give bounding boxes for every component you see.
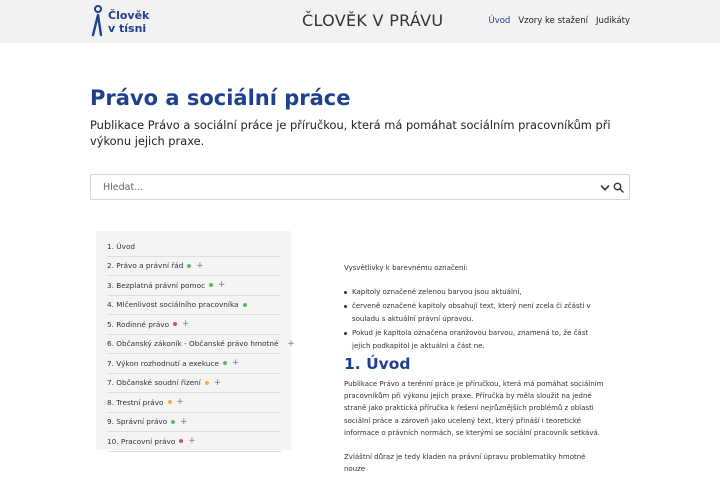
toc-item[interactable] (107, 237, 281, 257)
color-legend (344, 264, 606, 351)
status-dot-icon (209, 283, 213, 287)
legend-item: Kapitoly označené zelenou barvou jsou aktuální, (344, 286, 606, 300)
expand-plus-icon[interactable]: + (176, 397, 184, 408)
toc-item[interactable] (107, 296, 281, 316)
expand-plus-icon[interactable]: + (182, 319, 190, 330)
logo-line1: Člověk (108, 9, 150, 22)
toc-item[interactable] (107, 354, 281, 374)
toc-item-label: 8. Trestní právo (107, 397, 164, 407)
toc-item[interactable] (107, 257, 281, 277)
toc-item-label: 4. Mlčenlivost sociálního pracovníka (107, 300, 239, 310)
section-paragraph: Zvláštní důraz je tedy kladen na právní úpravu problematiky hmotné nouze (344, 453, 586, 474)
status-dot-icon (171, 420, 175, 424)
toc-item[interactable] (107, 276, 281, 296)
toc-item[interactable] (107, 432, 281, 452)
toc-item[interactable] (107, 335, 295, 355)
toc-item-label: 9. Správní právo (107, 417, 168, 427)
site-header (0, 0, 720, 43)
expand-plus-icon[interactable]: + (218, 280, 226, 291)
status-dot-icon (187, 264, 191, 268)
section-paragraph: Publikace Právo a terénní práce je příručkou, která má pomáhat sociálním pracovníkům při výkonu jejich praxe. Příručka by měla sloužit na jedné straně jako praktická příručka k řešení nejrůznějších problémů z oblasti sociální práce a zároveň jako ucelený text, který přináší i teoretické informace o právních normách, se kterými se sociální pracovník setkává. (344, 380, 604, 437)
site-title: ČLOVĚK V PRÁVU (302, 11, 444, 30)
toc-item[interactable] (107, 413, 281, 433)
status-dot-icon (205, 381, 209, 385)
search-icon[interactable] (613, 182, 624, 193)
expand-plus-icon[interactable]: + (231, 358, 240, 369)
legend-item: červeně označené kapitoly obsahují text, který není zcela či zčásti v souladu s aktuální právní úpravou. (344, 300, 606, 327)
status-dot-icon (243, 303, 247, 307)
toc-item[interactable] (107, 393, 281, 413)
toc-item-label: 2. Právo a právní řád (107, 261, 184, 271)
nav-vzory-ke-stazeni[interactable]: Vzory ke stažení (518, 16, 588, 26)
nav-uvod[interactable]: Úvod (488, 16, 511, 26)
logo[interactable] (90, 5, 160, 37)
toc-item[interactable] (107, 315, 281, 335)
person-logo-icon (90, 5, 104, 37)
toc-item-label: 10. Pracovní právo (107, 436, 176, 446)
page-lead: Publikace Právo a sociální práce je příručkou, která má pomáhat sociálním pracovníkům při výkonu jejich praxe. (90, 118, 611, 148)
toc-item-label: 1. Úvod (107, 241, 136, 251)
expand-plus-icon[interactable]: + (188, 436, 196, 447)
logo-text (108, 9, 149, 35)
toc-item[interactable] (107, 374, 281, 394)
status-dot-icon (223, 361, 227, 365)
search-box (90, 174, 630, 200)
legend-item: Pokud je kapitola označena oranžovou barvou, znamená to, že část jejich podkapitol je aktuální a část ne. (344, 327, 606, 354)
status-dot-icon (179, 439, 183, 443)
toc-item-label: 6. Občanský zákoník - Občanské právo hmotné (107, 339, 279, 349)
table-of-contents (96, 231, 295, 450)
status-dot-icon (173, 322, 177, 326)
legend-list (344, 286, 606, 354)
page-title: Právo a sociální práce (90, 86, 351, 110)
expand-plus-icon[interactable]: + (180, 416, 188, 427)
status-dot-icon (168, 400, 172, 404)
toc-item-label: 5. Rodinné právo (107, 319, 170, 329)
section-body (344, 378, 606, 487)
logo-line2: v tísni (108, 22, 147, 35)
section-title: 1. Úvod (344, 355, 411, 373)
expand-plus-icon[interactable]: + (196, 260, 204, 271)
chevron-down-icon[interactable] (600, 183, 610, 193)
expand-plus-icon[interactable]: + (287, 338, 295, 349)
toc-item-label: 3. Bezplatná právní pomoc (107, 280, 206, 290)
toc-item-label: 7. Občanské soudní řízení (107, 378, 201, 388)
nav-judikaty[interactable]: Judikáty (596, 16, 630, 26)
main-nav (488, 16, 630, 26)
search-input[interactable] (91, 175, 591, 199)
expand-plus-icon[interactable]: + (213, 377, 221, 388)
legend-title: Vysvětlivky k barevnému označení: (344, 264, 468, 272)
toc-item-label: 7. Výkon rozhodnutí a exekuce (107, 358, 219, 368)
